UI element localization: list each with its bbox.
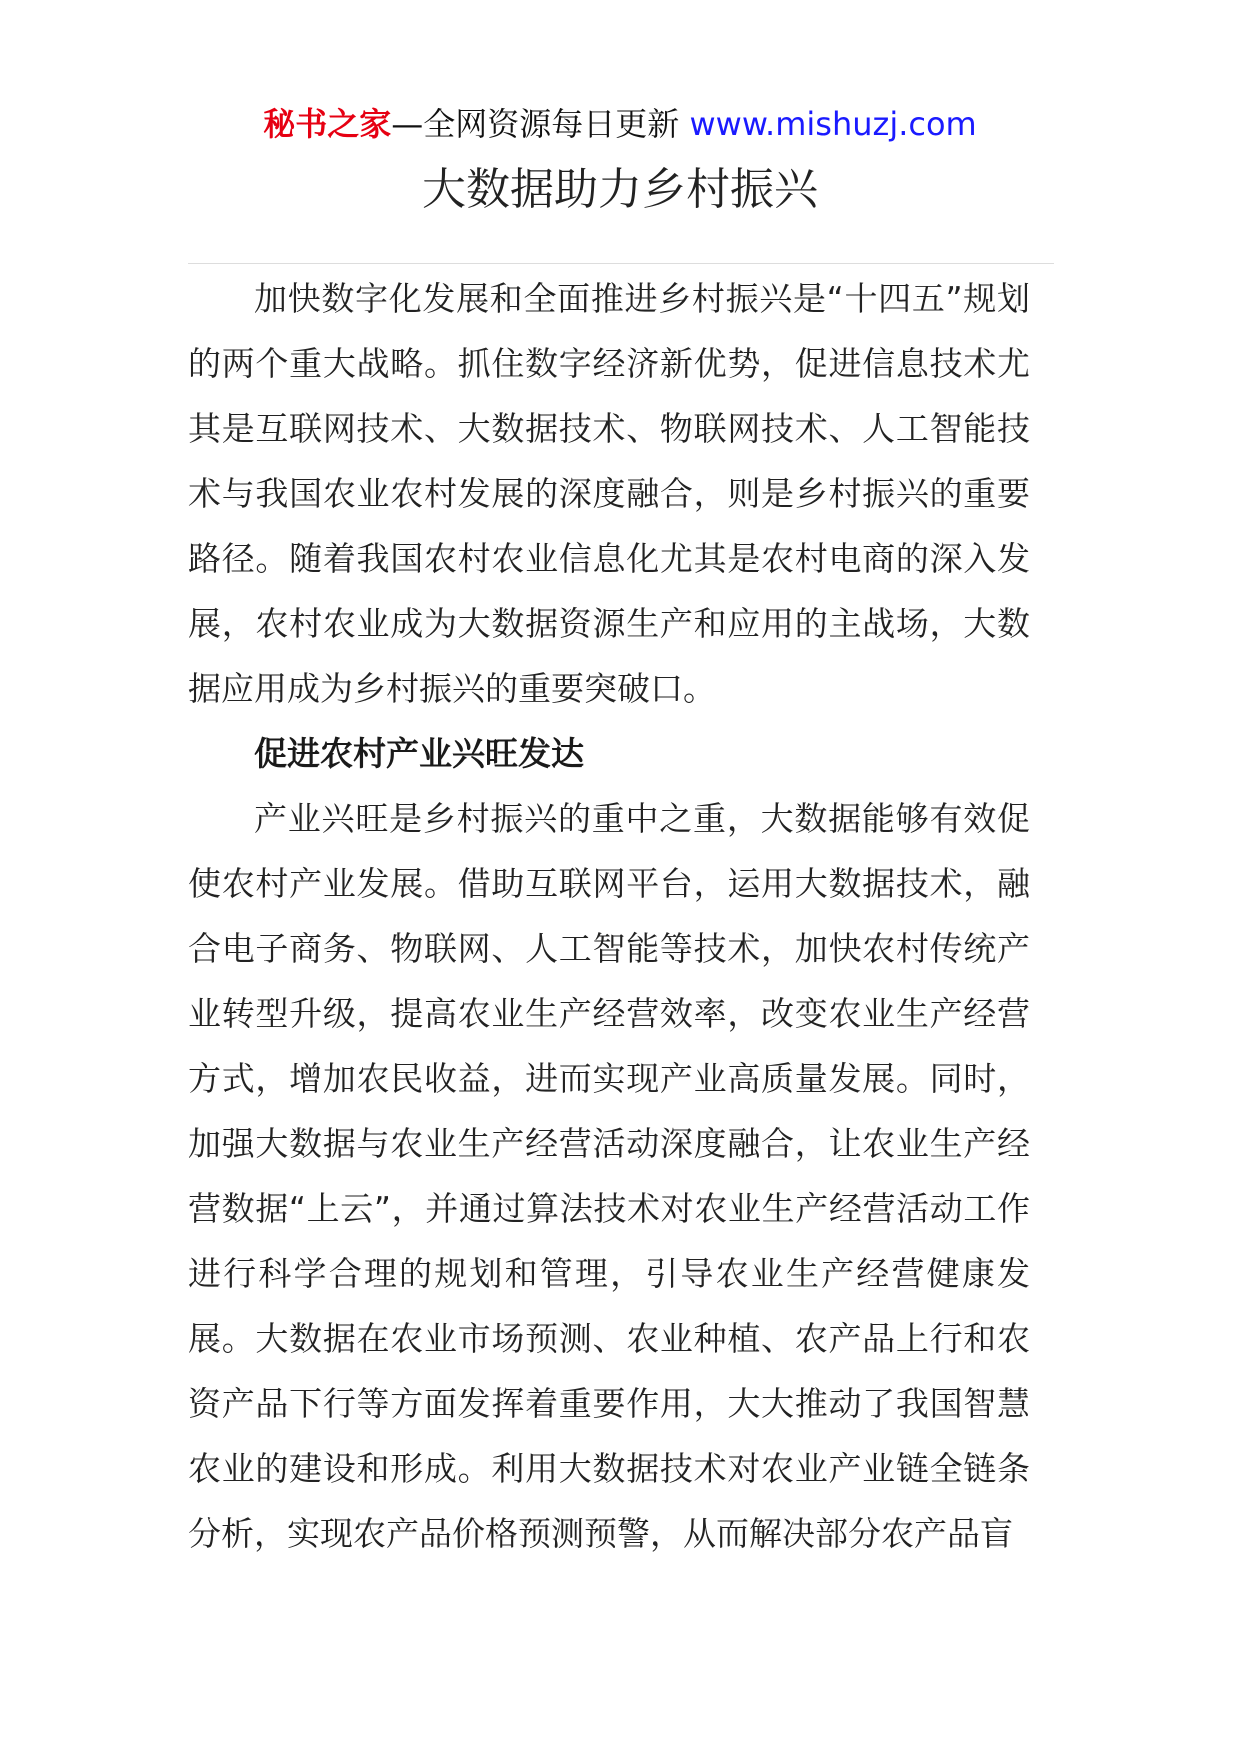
document-body [188,266,1030,1566]
brand-name: 秘书之家 [263,105,392,143]
document-title: 大数据助力乡村振兴 [422,164,818,215]
body-paragraph: 产业兴旺是乡村振兴的重中之重，大数据能够有效促使农村产业发展。借助互联网平台，运用大数据技术，融合电子商务、物联网、人工智能等技术，加快农村传统产业转型升级，提高农业生产经营效率，改变农业生产经营方式，增加农民收益，进而实现产业高质量发展。同时，加强大数据与农业生产经营活动深度融合，让农业生产经营数据“上云”，并通过算法技术对农业生产经营活动工作进行科学合理的规划和管理，引导农业生产经营健康发展。大数据在农业市场预测、农业种植、农产品上行和农资产品下行等方面发挥着重要作用，大大推动了我国智慧农业的建设和形成。利用大数据技术对农业产业链全链条分析，实现农产品价格预测预警，从而解决部分农产品盲 [188,799,1030,1553]
title-divider [188,263,1054,264]
section-heading: 促进农村产业兴旺发达 [254,734,584,773]
site-url-link[interactable]: www.mishuzj.com [689,105,977,143]
site-slogan: —全网资源每日更新 [391,105,680,143]
site-header [0,100,1240,148]
intro-paragraph: 加快数字化发展和全面推进乡村振兴是“十四五”规划的两个重大战略。抓住数字经济新优势，促进信息技术尤其是互联网技术、大数据技术、物联网技术、人工智能技术与我国农业农村发展的深度融合，则是乡村振兴的重要路径。随着我国农村农业信息化尤其是农村电商的深入发展，农村农业成为大数据资源生产和应用的主战场，大数据应用成为乡村振兴的重要突破口。 [188,279,1030,708]
